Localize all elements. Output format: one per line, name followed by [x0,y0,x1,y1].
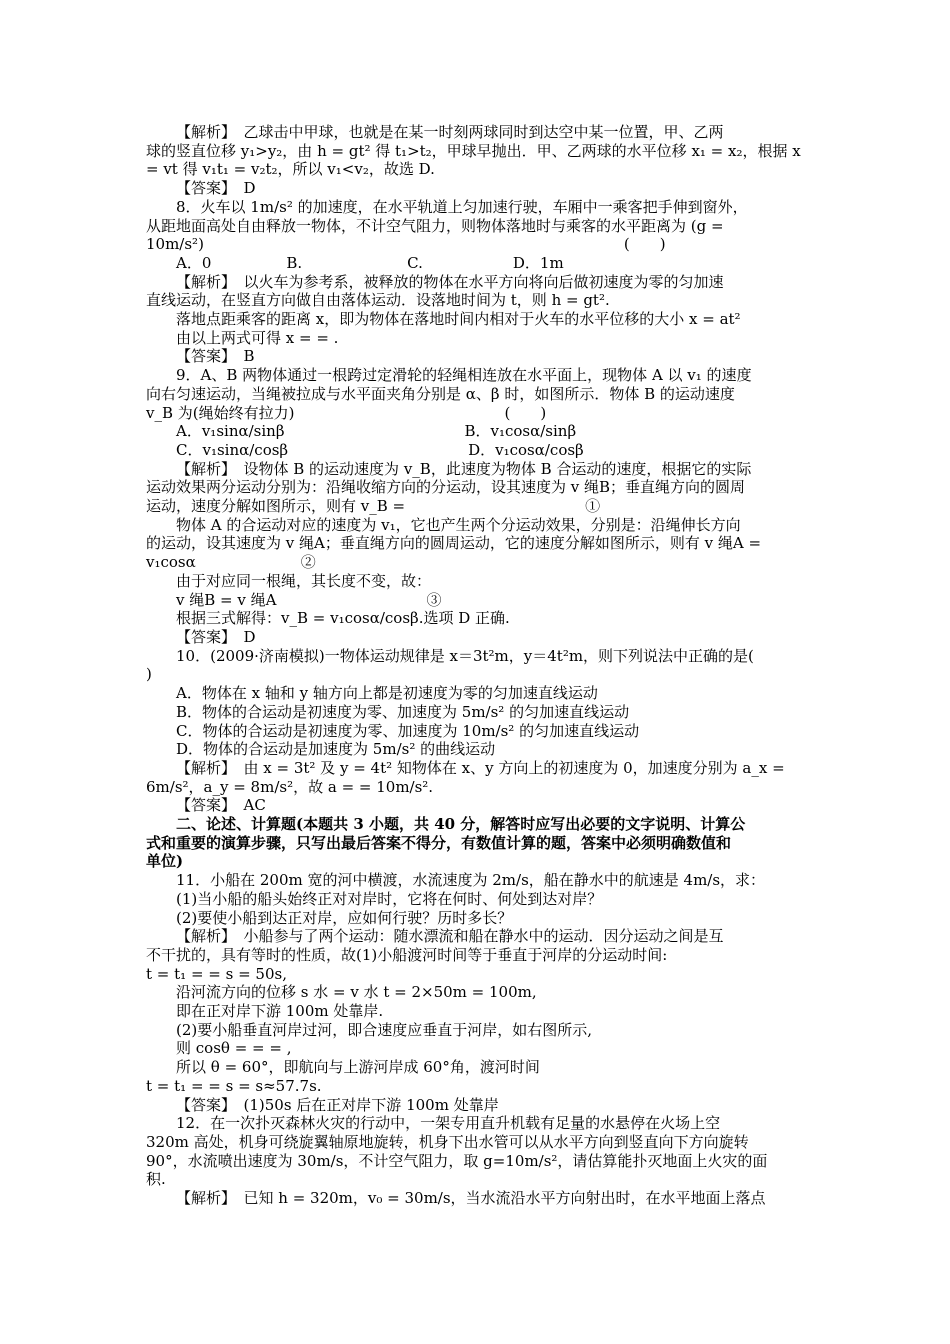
text-line: 12．在一次扑灭森林火灾的行动中，一架专用直升机载有足量的水悬停在火场上空 [176,1114,721,1133]
text-line: 的运动，设其速度为 v 绳A；垂直绳方向的圆周运动，它的速度分解如图所示，则有 v 绳A = [146,534,762,553]
text-line: 10m/s²) ( ) [146,235,666,254]
text-line: 式和重要的演算步骤，只写出最后答案不得分，有数值计算的题，答案中必须明确数值和 [146,833,732,852]
text-line: 运动效果两分运动分别为：沿绳收缩方向的分运动，设其速度为 v 绳B；垂直绳方向的圆周 [146,478,746,497]
text-line: 320m 高处，机身可绕旋翼轴原地旋转，机身下出水管可以从水平方向到竖直向下方向旋转 [146,1132,749,1151]
text-line: 落地点距乘客的距离 x，即为物体在落地时间内相对于火车的水平位移的大小 x = at² [176,310,741,329]
text-line: 直线运动，在竖直方向做自由落体运动．设落地时间为 t，则 h = gt². [146,291,610,310]
text-line: 沿河流方向的位移 s 水 = v 水 t = 2×50m = 100m, [176,983,537,1002]
text-line: 【答案】 B [176,347,255,366]
text-line: (2)要使小船到达正对岸，应如何行驶？历时多长？ [176,908,513,927]
text-line: D．物体的合运动是加速度为 5m/s² 的曲线运动 [176,740,496,759]
text-line: 6m/s²，a_y = 8m/s²，故 a = = 10m/s². [146,777,434,796]
text-line: 【答案】 (1)50s 后在正对岸下游 100m 处靠岸 [176,1095,499,1114]
text-line: (1)当小船的船头始终正对对岸时，它将在何时、何处到达对岸？ [176,889,603,908]
text-line: 即在正对岸下游 100m 处靠岸. [176,1002,384,1021]
text-line: 物体 A 的合运动对应的速度为 v₁，它也产生两个分运动效果，分别是：沿绳伸长方向 [176,515,741,534]
text-line: 球的竖直位移 y₁>y₂，由 h = gt² 得 t₁>t₂，甲球早抛出．甲、乙两球的水平位移 x₁ = x₂，根据 x [146,141,801,160]
text-line: B．物体的合运动是初速度为零、加速度为 5m/s² 的匀加速直线运动 [176,702,630,721]
text-line: 【答案】 D [176,627,256,646]
text-line: 运动，速度分解如图所示，则有 v_B = ① [146,497,601,516]
text-line: 向右匀速运动，当绳被拉成与水平面夹角分别是 α、β 时，如图所示．物体 B 的运动速度 [146,384,735,403]
text-line: v 绳B = v 绳A ③ [176,590,442,609]
text-line: 【答案】 D [176,179,256,198]
text-line: 【解析】 以火车为参考系，被释放的物体在水平方向将向后做初速度为零的匀加速 [176,272,724,291]
text-line: 9．A、B 两物体通过一根跨过定滑轮的轻绳相连放在水平面上，现物体 A 以 v₁ 的速度 [176,366,752,385]
text-line: 10．(2009·济南模拟)一物体运动规律是 x＝3t²m，y＝4t²m，则下列说法中正确的是( [176,646,754,665]
text-line: v₁cosα ② [146,553,316,572]
text-line: 由于对应同一根绳，其长度不变，故： [176,571,432,590]
text-line: C．v₁sinα/cosβ D．v₁cosα/cosβ [176,440,584,459]
text-line: A．v₁sinα/sinβ B．v₁cosα/sinβ [176,422,577,441]
text-line: = vt 得 v₁t₁ = v₂t₂，所以 v₁<v₂，故选 D. [146,160,435,179]
text-line: 【解析】 由 x = 3t² 及 y = 4t² 知物体在 x、y 方向上的初速度为 0，加速度分别为 a_x = [176,758,785,777]
text-line: 则 cosθ = = = , [176,1039,292,1058]
text-line: 【解析】 设物体 B 的运动速度为 v_B，此速度为物体 B 合运动的速度，根据它的实际 [176,459,752,478]
text-line: t = t₁ = = s = 50s, [146,964,287,983]
text-line: 90°，水流喷出速度为 30m/s，不计空气阻力，取 g=10m/s²，请估算能扑灭地面上火灾的面 [146,1151,768,1170]
text-line: 从距地面高处自由释放一物体，不计空气阻力，则物体落地时与乘客的水平距离为 (g = [146,216,724,235]
text-line: 二、论述、计算题(本题共 3 小题，共 40 分，解答时应写出必要的文字说明、计算公 [176,815,746,834]
text-line: t = t₁ = = s = s≈57.7s. [146,1076,322,1095]
text-line: 积. [146,1170,166,1189]
text-line: 11．小船在 200m 宽的河中横渡，水流速度为 2m/s，船在静水中的航速是 4m/s，求： [176,871,766,890]
text-line: 【解析】 小船参与了两个运动：随水漂流和船在静水中的运动．因分运动之间是互 [176,927,724,946]
text-line: 【解析】 乙球击中甲球，也就是在某一时刻两球同时到达空中某一位置，甲、乙两 [176,123,724,141]
text-line: 【解析】 已知 h = 320m，v₀ = 30m/s，当水流沿水平方向射出时，在水平地面上落点 [176,1189,766,1208]
text-line: A．0 B. C. D．1m [176,253,564,272]
text-line: 单位) [146,852,184,871]
text-line: ) [146,665,152,684]
text-line: 由以上两式可得 x = = . [176,328,339,347]
text-line: 所以 θ = 60°，即航向与上游河岸成 60°角，渡河时间 [176,1058,540,1077]
document-page [146,123,808,1208]
text-line: 8．火车以 1m/s² 的加速度，在水平轨道上匀加速行驶，车厢中一乘客把手伸到窗外， [176,197,748,216]
text-line: 【答案】 AC [176,796,266,815]
text-line: 不干扰的，具有等时的性质，故(1)小船渡河时间等于垂直于河岸的分运动时间: [146,945,668,964]
text-line: v_B 为(绳始终有拉力) ( ) [146,403,547,422]
text-line: A．物体在 x 轴和 y 轴方向上都是初速度为零的匀加速直线运动 [176,684,598,703]
text-line: (2)要小船垂直河岸过河，即合速度应垂直于河岸，如右图所示, [176,1020,593,1039]
text-line: 根据三式解得：v_B = v₁cosα/cosβ.选项 D 正确. [176,609,510,628]
text-line: C．物体的合运动是初速度为零、加速度为 10m/s² 的匀加速直线运动 [176,721,640,740]
